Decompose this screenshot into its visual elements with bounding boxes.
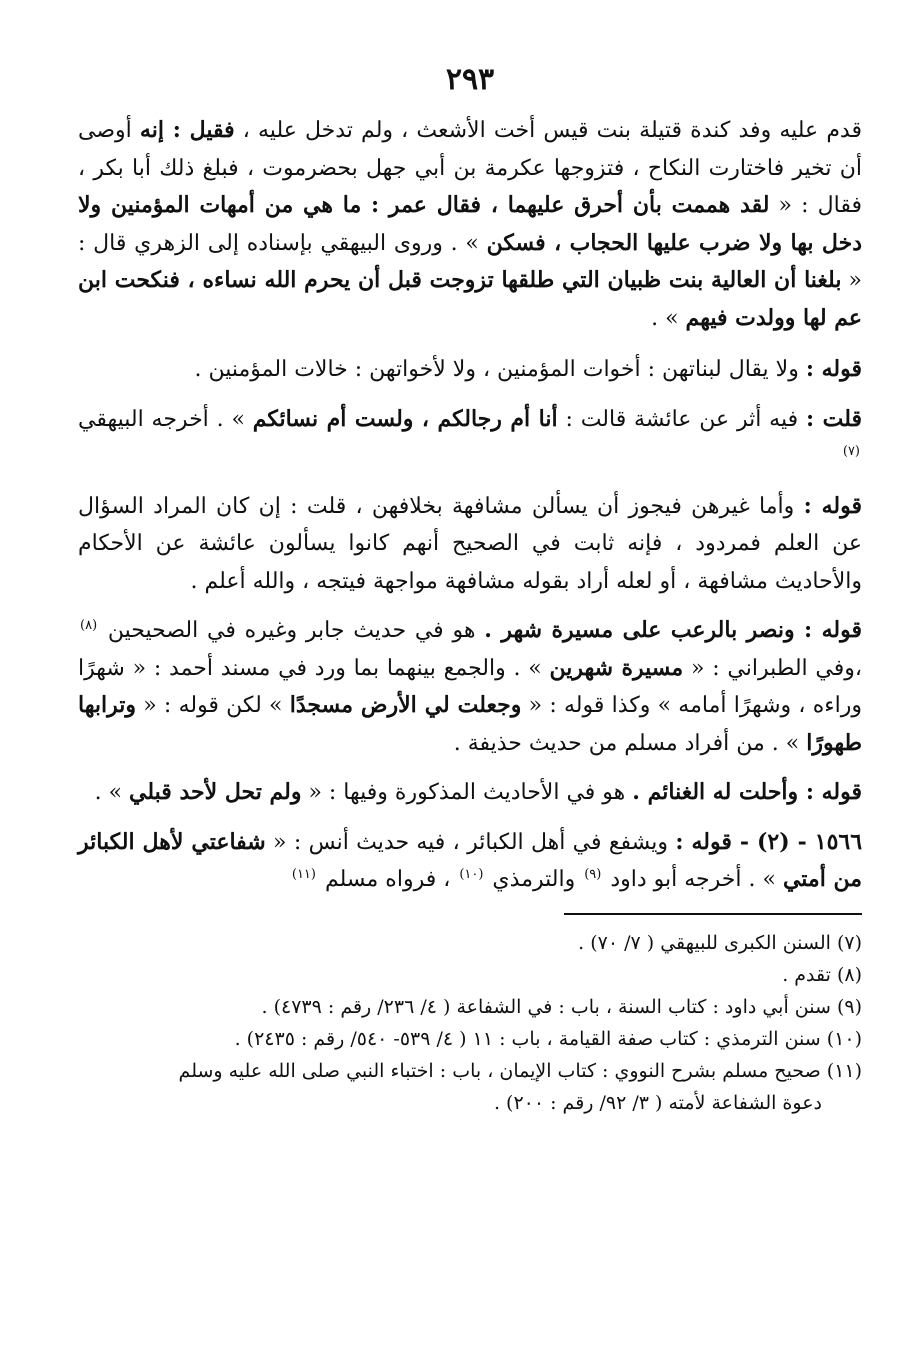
footnote-ref[interactable]: (٨) — [80, 617, 98, 633]
text: هو في الأحاديث المذكورة وفيها : « — [301, 780, 633, 805]
bold-quote: وترابها طهورًا — [78, 692, 862, 756]
footnote-divider — [564, 913, 862, 915]
bold-label: قوله : وأحلت له الغنائم . — [632, 779, 862, 805]
bold-label: قوله : — [805, 356, 862, 382]
bold-label: قلت : — [805, 405, 862, 432]
bold-quote: وجعلت لي الأرض مسجدًا — [289, 692, 522, 718]
text: » . وروى البيهقي بإسناده إلى الزهري قال : « — [78, 230, 863, 293]
bold-label: ١٥٦٦ - (٢) - قوله : — [675, 828, 863, 855]
paragraph-intercession — [78, 824, 862, 899]
bold-label: قوله : — [803, 492, 862, 519]
footnote-ref[interactable]: (٧) — [842, 443, 860, 459]
footnote-11-continuation: دعوة الشفاعة لأمته ( ٣/ ٩٢/ رقم : ٢٠٠) . — [493, 1091, 822, 1114]
footnotes — [78, 927, 862, 1119]
footnote-11: (١١) صحيح مسلم بشرح النووي : كتاب الإيمان ، باب : اختباء النبي صلى الله عليه وسلم — [178, 1059, 862, 1082]
paragraph-aisha-athar — [78, 401, 862, 476]
text: ويشفع في أهل الكبائر ، فيه حديث أنس : « — [265, 829, 676, 855]
text: » . — [651, 305, 686, 331]
footnote-ref[interactable]: (١١) — [291, 866, 316, 882]
text: ، فرواه مسلم — [317, 867, 458, 892]
text: » . من أفراد مسلم من حديث حذيفة . — [453, 730, 807, 756]
text: فيه أثر عن عائشة قالت : — [557, 406, 806, 432]
text: ولا يقال لبناتهن : أخوات المؤمنين ، ولا لأخواتهن : خالات المؤمنين . — [194, 357, 806, 382]
paragraph-questioning — [78, 488, 862, 601]
footnote-10: (١٠) سنن الترمذي : كتاب صفة القيامة ، باب : ١١ ( ٤/ ٥٣٩- ٥٤٠/ رقم : ٢٤٣٥) . — [234, 1027, 862, 1050]
text: وأما غيرهن فيجوز أن يسألن مشافهة بخلافهن ، قلت : إن كان المراد السؤال عن العلم فمردود ، فإنه ثابت في الصحيح أنهم كانوا يسألون عائشة عن الأحكام والأحاديث مشافهة ، أو لعله أراد بقوله مشافهة مواجهة فيتجه ، والله أعلم . — [78, 493, 862, 594]
text: هو في حديث جابر وغيره في الصحيحين — [99, 618, 485, 643]
bold-quote: مسيرة شهرين — [549, 654, 684, 681]
book-page — [78, 60, 862, 1350]
text: » . والجمع بينهما بما ورد في مسند أحمد : « شهرًا وراءه ، وشهرًا أمامه » وكذا قوله : « — [78, 655, 862, 718]
footnote-ref[interactable]: (١٠) — [459, 866, 484, 882]
page-number: ٢٩٣ — [445, 62, 495, 97]
text: » . أخرجه أبو داود — [603, 867, 783, 892]
bold-label: قوله : ونصر بالرعب على مسيرة شهر . — [484, 617, 863, 643]
footnote-7: (٧) السنن الكبرى للبيهقي ( ٧/ ٧٠) . — [578, 931, 862, 954]
footnote-8: (٨) تقدم . — [782, 963, 862, 986]
bold-quote: ولم تحل لأحد قبلي — [129, 779, 302, 805]
text: » . — [94, 780, 130, 805]
text: ،وفي الطبراني : « — [683, 655, 862, 681]
bold-text: فقيل : إنه — [139, 117, 235, 143]
footnote-ref[interactable]: (٩) — [584, 866, 602, 882]
text: قدم عليه وفد كندة قتيلة بنت قيس أخت الأشعث ، ولم تدخل عليه ، — [234, 118, 862, 143]
text: أوصى أن تخير فاختارت النكاح ، فتزوجها عكرمة بن أبي جهل بحضرموت ، فبلغ ذلك أبا بكر ، فقال : « — [78, 118, 862, 218]
paragraph-spoils — [78, 774, 862, 812]
footnote-9: (٩) سنن أبي داود : كتاب السنة ، باب : في الشفاعة ( ٤/ ٢٣٦/ رقم : ٤٧٣٩) . — [261, 995, 862, 1018]
bold-quote: شفاعتي لأهل الكبائر من أمتي — [78, 828, 862, 892]
paragraph-daughters — [78, 351, 862, 389]
text: والترمذي — [485, 867, 583, 892]
paragraph-victory-by-awe — [78, 612, 862, 762]
bold-quote: لقد هممت بأن أحرق عليهما ، فقال عمر : ما هي من أمهات المؤمنين ولا دخل بها ولا ضرب عليها الحجاب ، فسكن — [78, 192, 862, 256]
text: » . أخرجه البيهقي — [78, 406, 253, 432]
bold-quote: أنا أم رجالكم ، ولست أم نسائكم — [252, 405, 558, 432]
bold-quote: بلغنا أن العالية بنت ظبيان التي طلقها تزوجت قبل أن يحرم الله نساءه ، فنكحت ابن عم لها وولدت فيهم — [78, 267, 862, 331]
text: » لكن قوله : « — [135, 693, 290, 718]
paragraph-kinda-delegation — [78, 112, 862, 337]
